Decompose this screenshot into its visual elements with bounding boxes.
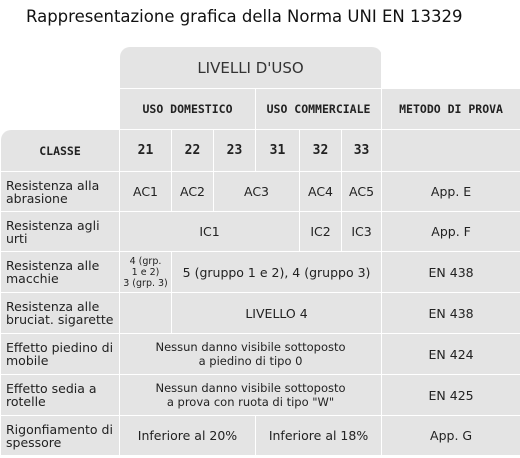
macchie-21-line1: 4 (grp.: [129, 255, 162, 267]
urti-32: IC2: [300, 212, 342, 252]
piedino-note-line2: a piedino di tipo 0: [198, 354, 303, 368]
table-row-sedia: [1, 375, 520, 416]
class-32: 32: [300, 130, 342, 172]
row-label-abrasione: Resistenza alla abrasione: [1, 172, 120, 212]
piedino-metodo: EN 424: [382, 334, 520, 375]
spessore-domestico: Inferiore al 20%: [120, 416, 256, 456]
table-row-piedino: [1, 334, 520, 375]
urti-21-31: IC1: [120, 212, 300, 252]
class-31: 31: [256, 130, 300, 172]
corner-blank-right: [382, 47, 520, 89]
table-row-macchie: [1, 252, 520, 293]
row-label-macchie: Resistenza alle macchie: [1, 252, 120, 293]
sedia-metodo: EN 425: [382, 375, 520, 416]
class-33: 33: [342, 130, 382, 172]
table-row-urti: [1, 212, 520, 252]
abrasione-22: AC2: [172, 172, 214, 212]
urti-33: IC3: [342, 212, 382, 252]
abrasione-33: AC5: [342, 172, 382, 212]
urti-metodo: App. F: [382, 212, 520, 252]
uso-blank: [1, 89, 120, 130]
sigarette-22-33: LIVELLO 4: [172, 293, 382, 334]
header-row-classe: [1, 130, 520, 172]
metodo-prova-header: METODO DI PROVA: [382, 89, 520, 130]
corner-blank: [1, 47, 120, 89]
row-label-sigarette: Resistenza alle bruciat. sigarette: [1, 293, 120, 334]
class-21: 21: [120, 130, 172, 172]
macchie-21-line2: 1 e 2): [131, 266, 160, 278]
spessore-metodo: App. G: [382, 416, 520, 456]
header-row-livelli: [1, 47, 520, 89]
row-label-piedino: Effetto piedino di mobile: [1, 334, 120, 375]
piedino-note: [120, 334, 382, 375]
livelli-uso-header: LIVELLI D'USO: [120, 47, 382, 89]
uso-commerciale-header: USO COMMERCIALE: [256, 89, 382, 130]
abrasione-32: AC4: [300, 172, 342, 212]
class-22: 22: [172, 130, 214, 172]
sigarette-21-empty: [120, 293, 172, 334]
header-row-uso: [1, 89, 520, 130]
macchie-22-33: 5 (gruppo 1 e 2), 4 (gruppo 3): [172, 252, 382, 293]
spessore-commerciale: Inferiore al 18%: [256, 416, 382, 456]
abrasione-metodo: App. E: [382, 172, 520, 212]
uso-domestico-header: USO DOMESTICO: [120, 89, 256, 130]
table-row-sigarette: [1, 293, 520, 334]
table-row-spessore: [1, 416, 520, 456]
macchie-metodo: EN 438: [382, 252, 520, 293]
macchie-21-line3: 3 (grp. 3): [123, 277, 168, 289]
sedia-note-line2: a prova con ruota di tipo "W": [166, 395, 335, 409]
row-label-urti: Resistenza agli urti: [1, 212, 120, 252]
classe-header: CLASSE: [1, 130, 120, 172]
abrasione-21: AC1: [120, 172, 172, 212]
sedia-note-line1: Nessun danno visibile sottoposto: [155, 381, 346, 395]
piedino-note-line1: Nessun danno visibile sottoposto: [155, 340, 346, 354]
metodo-blank: [382, 130, 520, 172]
abrasione-23-31: AC3: [214, 172, 300, 212]
row-label-spessore: Rigonfiamento di spessore: [1, 416, 120, 456]
macchie-21: [120, 252, 172, 293]
norm-table: [0, 46, 520, 456]
class-23: 23: [214, 130, 256, 172]
row-label-sedia: Effetto sedia a rotelle: [1, 375, 120, 416]
sedia-note: [120, 375, 382, 416]
table-row-abrasione: [1, 172, 520, 212]
page-title: Rappresentazione grafica della Norma UNI EN 13329: [26, 7, 463, 26]
sigarette-metodo: EN 438: [382, 293, 520, 334]
